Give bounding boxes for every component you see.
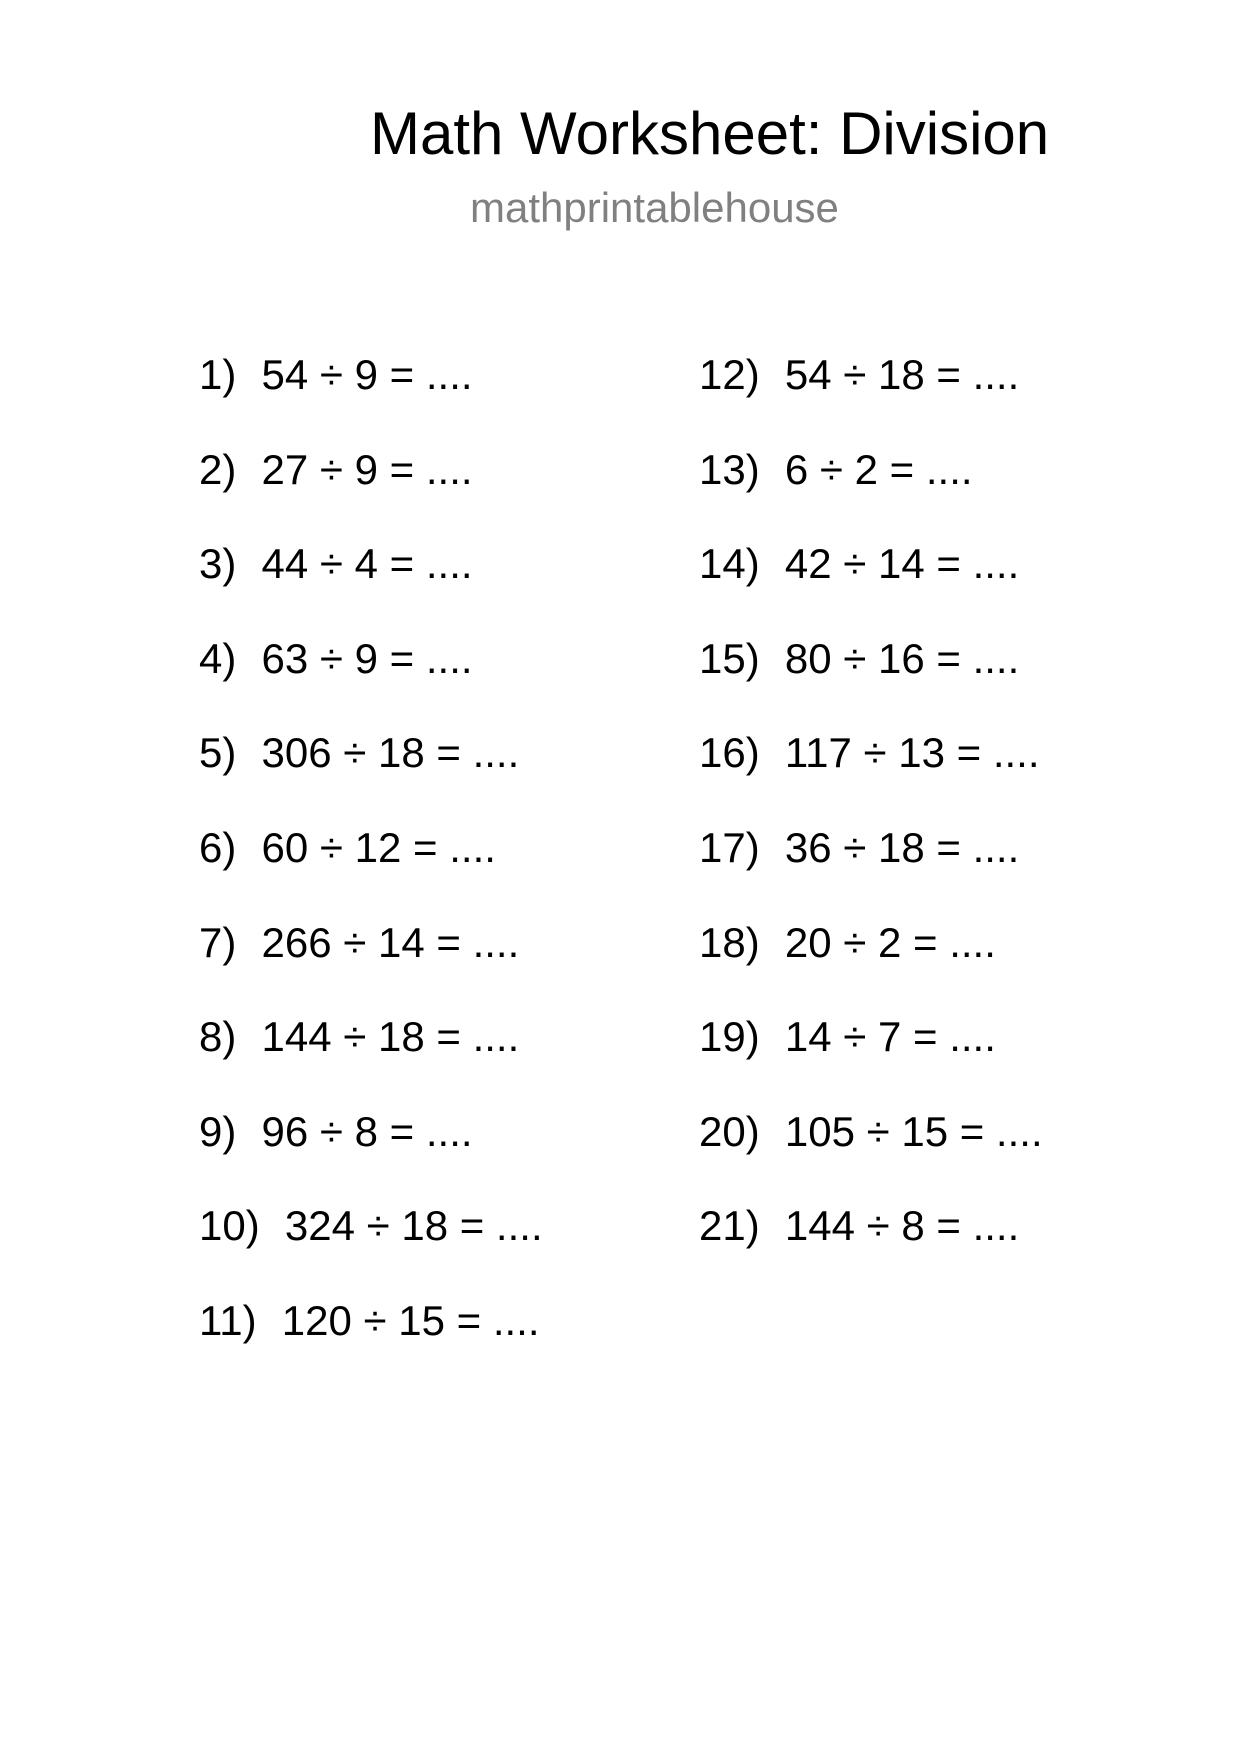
problem-number: 8) — [199, 1013, 237, 1061]
problem-number: 7) — [199, 918, 237, 966]
problem-number: 11) — [199, 1296, 257, 1344]
problem-expression: 266 ÷ 14 = .... — [261, 918, 520, 966]
problem-expression: 54 ÷ 18 = .... — [784, 351, 1020, 398]
problem-number: 5) — [199, 729, 237, 777]
problem-number: 14) — [699, 540, 760, 588]
problem-expression: 44 ÷ 4 = .... — [261, 540, 473, 588]
problem-number: 16) — [699, 729, 760, 777]
problem-number: 18) — [699, 918, 760, 966]
worksheet-subtitle: mathprintablehouse — [470, 184, 839, 231]
problem-number: 17) — [699, 823, 760, 871]
problem-number: 4) — [199, 634, 237, 682]
problem-expression: 36 ÷ 18 = .... — [784, 823, 1020, 871]
problem-item — [699, 1012, 1043, 1107]
problem-expression: 54 ÷ 9 = .... — [261, 351, 473, 398]
right-problem-column — [699, 350, 1043, 1296]
problem-expression: 144 ÷ 8 = .... — [784, 1202, 1020, 1250]
problem-item — [199, 445, 543, 540]
problem-number: 9) — [199, 1107, 237, 1155]
problem-item — [699, 918, 1043, 1013]
problem-item — [199, 350, 543, 445]
problem-number: 19) — [699, 1013, 760, 1061]
problem-number: 6) — [199, 823, 237, 871]
problem-item — [199, 634, 543, 729]
problem-number: 13) — [699, 445, 760, 493]
problem-item — [699, 728, 1043, 823]
problem-number: 10) — [199, 1202, 260, 1250]
problem-expression: 42 ÷ 14 = .... — [784, 540, 1020, 588]
problem-number: 20) — [699, 1107, 760, 1155]
left-problem-column — [199, 350, 543, 1391]
problem-expression: 144 ÷ 18 = .... — [261, 1013, 520, 1061]
problem-number: 3) — [199, 540, 237, 588]
problem-item — [199, 1201, 543, 1296]
problem-expression: 14 ÷ 7 = .... — [784, 1013, 996, 1061]
problem-expression: 306 ÷ 18 = .... — [261, 729, 520, 777]
problem-expression: 105 ÷ 15 = .... — [784, 1107, 1043, 1155]
problem-item — [199, 823, 543, 918]
problem-expression: 117 ÷ 13 = .... — [784, 729, 1040, 777]
problem-item — [699, 350, 1043, 445]
problem-expression: 20 ÷ 2 = .... — [784, 918, 996, 966]
problem-item — [199, 728, 543, 823]
problem-item — [199, 539, 543, 634]
problem-item — [699, 1201, 1043, 1296]
problem-number: 12) — [699, 351, 760, 398]
problem-number: 21) — [699, 1202, 760, 1250]
problem-expression: 80 ÷ 16 = .... — [784, 634, 1020, 682]
problem-item — [699, 445, 1043, 540]
problem-item — [199, 1012, 543, 1107]
problem-item — [199, 1296, 543, 1391]
problem-number: 2) — [199, 445, 237, 493]
problem-expression: 60 ÷ 12 = .... — [261, 823, 496, 871]
problem-expression: 27 ÷ 9 = .... — [261, 445, 473, 493]
problem-item — [699, 1107, 1043, 1202]
problem-item — [199, 1107, 543, 1202]
problem-item — [199, 918, 543, 1013]
problem-number: 15) — [699, 634, 760, 682]
problem-expression: 96 ÷ 8 = .... — [261, 1107, 473, 1155]
worksheet-title: Math Worksheet: Division — [370, 100, 1050, 167]
problem-expression: 120 ÷ 15 = .... — [281, 1296, 540, 1344]
problem-expression: 324 ÷ 18 = .... — [284, 1202, 543, 1250]
problem-item — [699, 539, 1043, 634]
problem-item — [699, 634, 1043, 729]
problem-number: 1) — [199, 351, 237, 398]
problem-expression: 63 ÷ 9 = .... — [261, 634, 473, 682]
problem-item — [699, 823, 1043, 918]
problem-expression: 6 ÷ 2 = .... — [784, 445, 973, 493]
